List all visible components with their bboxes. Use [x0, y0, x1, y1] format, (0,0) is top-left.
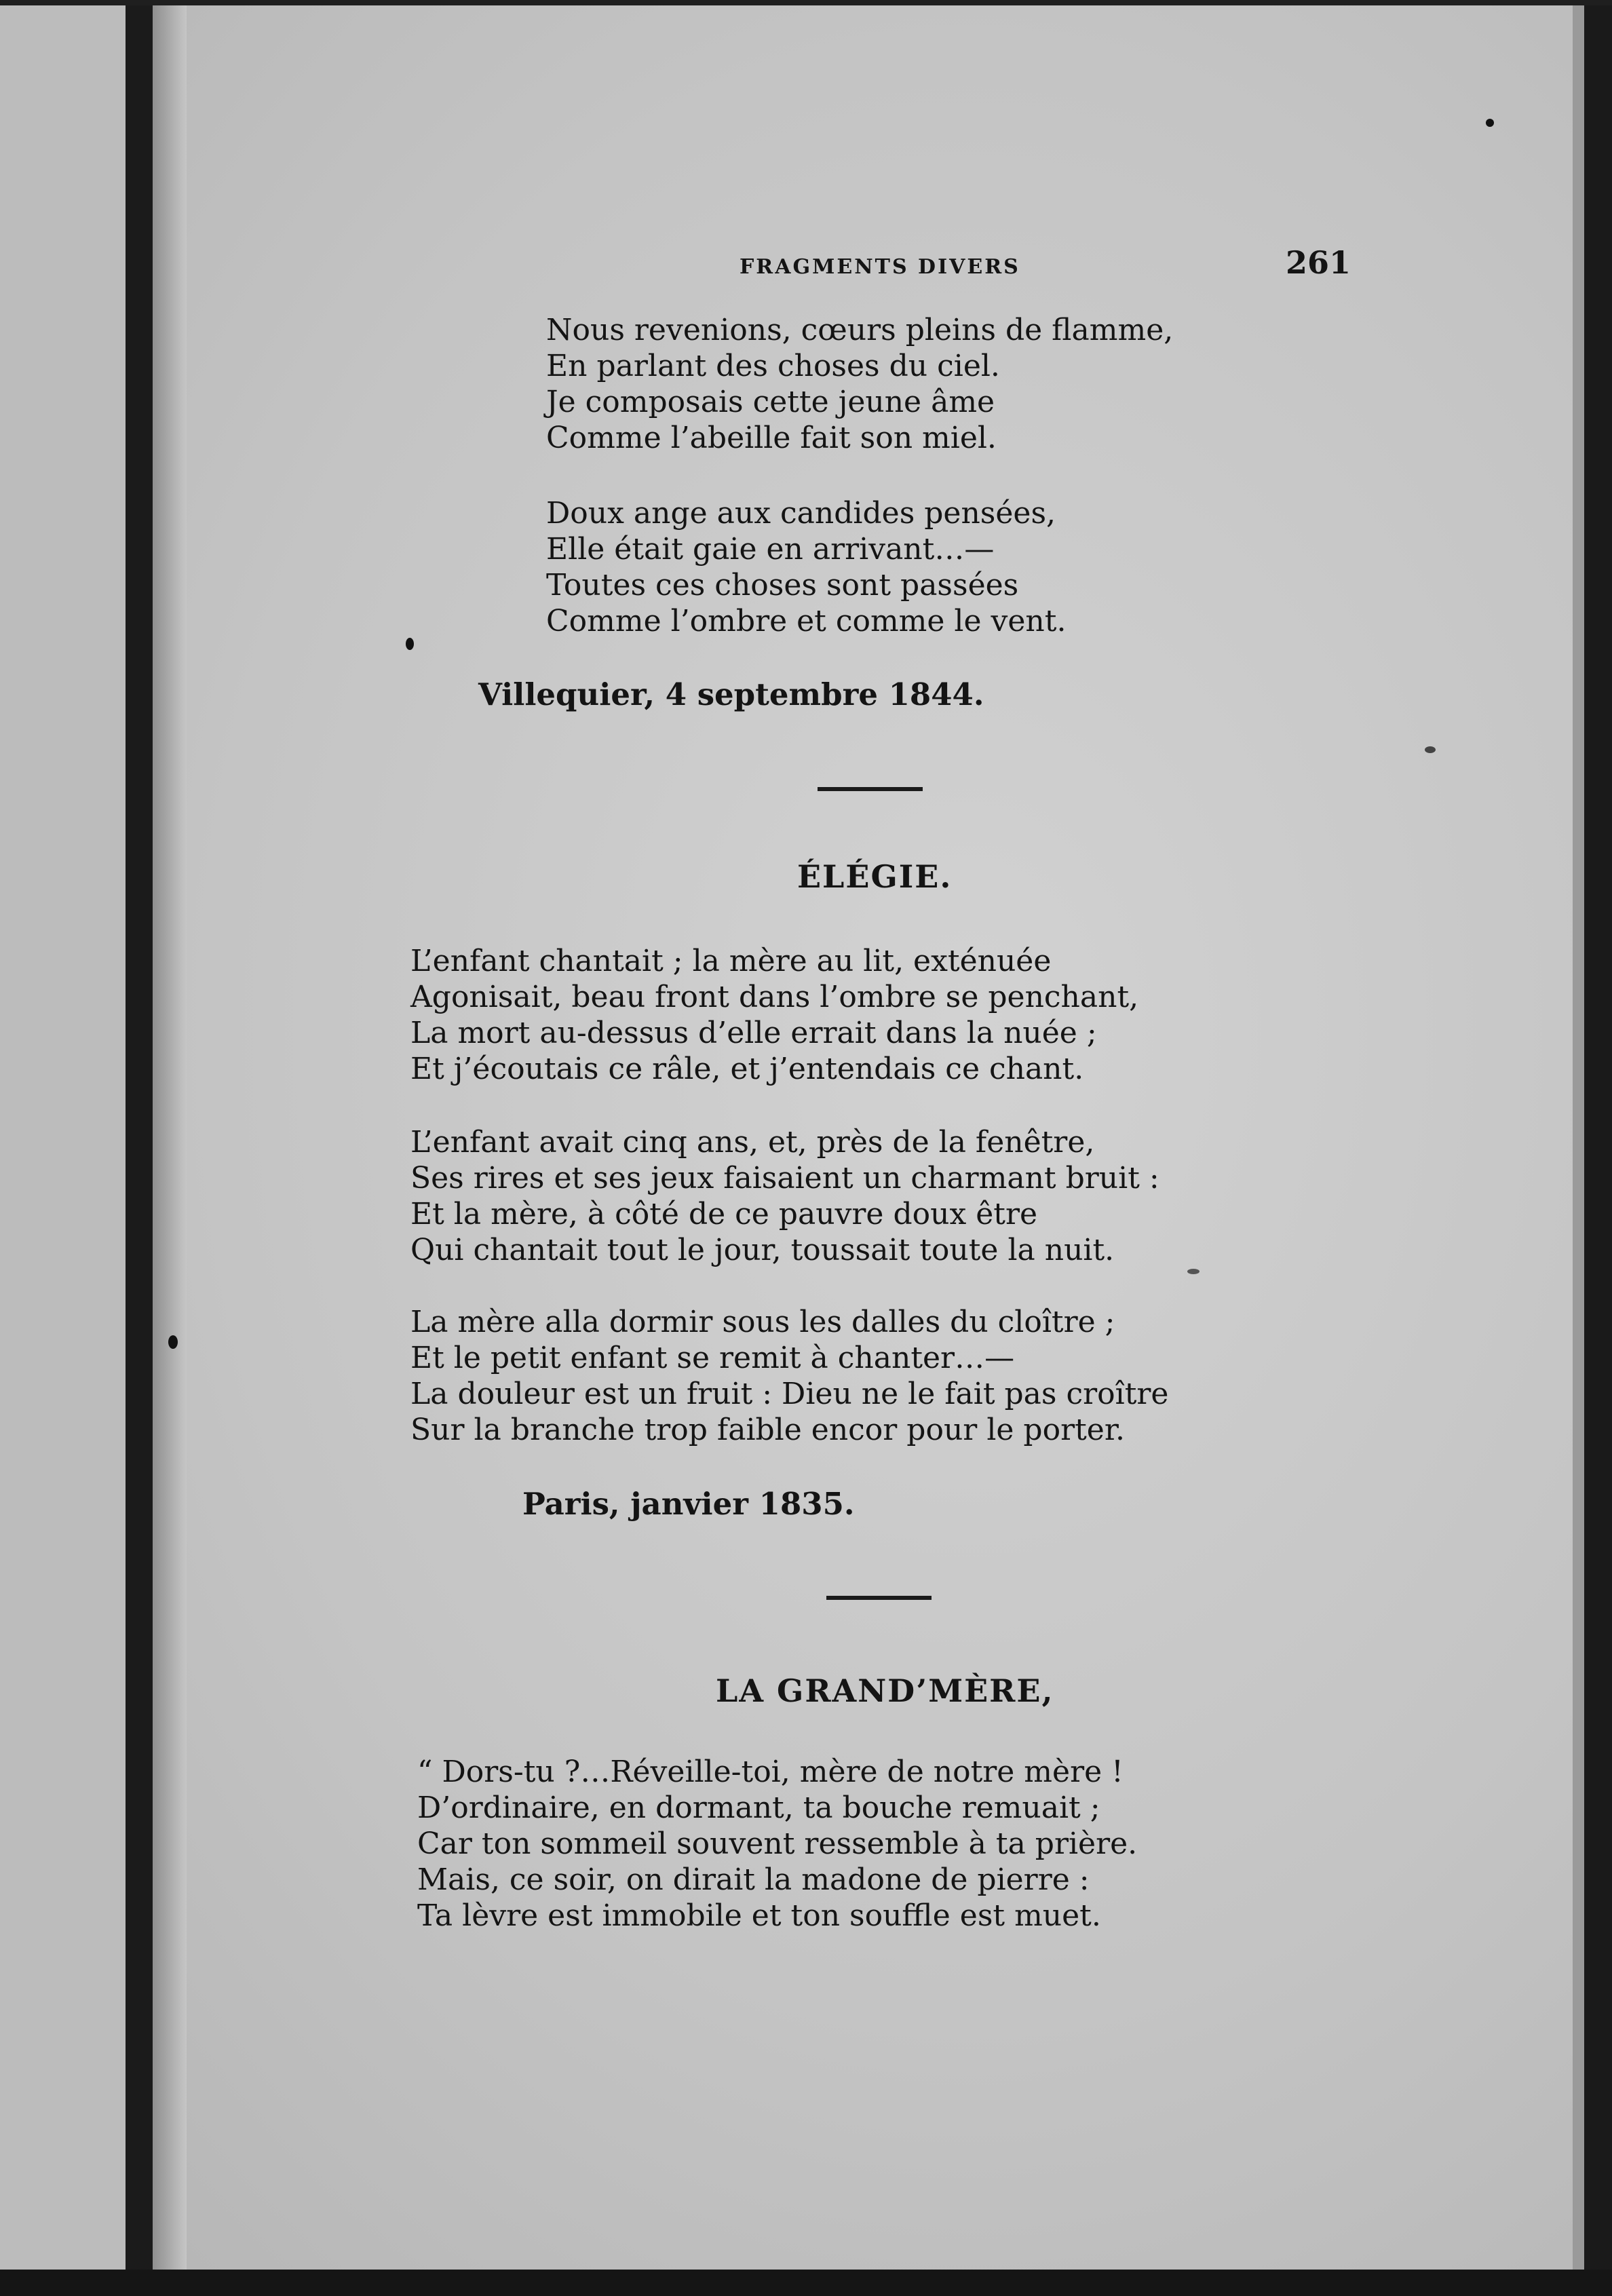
verse-line: En parlant des choses du ciel.	[546, 349, 1000, 383]
scan-speck	[1187, 1269, 1200, 1274]
binding-margin	[0, 0, 126, 2296]
verse-line: D’ordinaire, en dormant, ta bouche remuait ;	[417, 1791, 1100, 1825]
verse-line: Toutes ces choses sont passées	[546, 568, 1019, 602]
poem3-title: LA GRAND’MÈRE,	[716, 1672, 1054, 1709]
poem1-signature: Villequier, 4 septembre 1844.	[478, 676, 984, 712]
top-dark-edge	[0, 0, 1612, 5]
verse-line: Qui chantait tout le jour, toussait toute la nuit.	[410, 1233, 1115, 1267]
verse-line: Agonisait, beau front dans l’ombre se penchant,	[410, 980, 1139, 1014]
right-dark-edge	[1584, 0, 1612, 2296]
verse-line: Nous revenions, cœurs pleins de flamme,	[546, 313, 1174, 347]
binding-gradient	[153, 0, 187, 2296]
verse-line: L’enfant avait cinq ans, et, près de la fenêtre,	[410, 1125, 1095, 1160]
verse-line: “ Dors-tu ?…Réveille-toi, mère de notre mère !	[417, 1755, 1124, 1789]
binding-shadow	[126, 0, 153, 2296]
section-divider	[818, 787, 923, 791]
verse-line: Ses rires et ses jeux faisaient un charmant bruit :	[410, 1161, 1159, 1195]
section-divider	[826, 1596, 932, 1600]
verse-line: Elle était gaie en arrivant…—	[546, 532, 995, 567]
right-page-edge	[1573, 0, 1584, 2296]
poem1-stanza-2	[546, 495, 1066, 639]
verse-line: Et le petit enfant se remit à chanter…—	[410, 1341, 1015, 1375]
verse-line: Et j’écoutais ce râle, et j’entendais ce chant.	[410, 1052, 1084, 1086]
poem2-signature: Paris, janvier 1835.	[522, 1486, 855, 1522]
verse-line: Je composais cette jeune âme	[546, 385, 995, 419]
verse-line: Comme l’ombre et comme le vent.	[546, 604, 1067, 638]
verse-line: La mort au-dessus d’elle errait dans la nuée ;	[410, 1016, 1097, 1050]
poem1-stanza-1	[546, 312, 1173, 456]
verse-line: L’enfant chantait ; la mère au lit, exténuée	[410, 944, 1052, 978]
scan-speck	[168, 1335, 178, 1349]
verse-line: Comme l’abeille fait son miel.	[546, 421, 997, 455]
running-header: FRAGMENTS DIVERS	[740, 255, 1020, 279]
poem2-stanza-2	[410, 1124, 1159, 1268]
verse-line: Ta lèvre est immobile et ton souffle est muet.	[417, 1898, 1101, 1933]
poem2-stanza-1	[410, 943, 1138, 1087]
page-number: 261	[1286, 244, 1351, 281]
verse-line: La douleur est un fruit : Dieu ne le fait pas croître	[410, 1377, 1169, 1411]
verse-line: Sur la branche trop faible encor pour le porter.	[410, 1413, 1126, 1447]
scan-speck	[406, 638, 414, 650]
poem2-title: ÉLÉGIE.	[797, 858, 953, 895]
bottom-dark-edge	[0, 2270, 1612, 2296]
verse-line: Car ton sommeil souvent ressemble à ta prière.	[417, 1826, 1138, 1861]
poem2-stanza-3	[410, 1304, 1168, 1448]
scan-speck	[1425, 746, 1436, 753]
verse-line: Mais, ce soir, on dirait la madone de pierre :	[417, 1862, 1090, 1897]
verse-line: La mère alla dormir sous les dalles du cloître ;	[410, 1305, 1115, 1339]
scan-speck	[1486, 119, 1494, 127]
verse-line: Doux ange aux candides pensées,	[546, 496, 1056, 531]
poem3-stanza-1	[417, 1754, 1137, 1934]
verse-line: Et la mère, à côté de ce pauvre doux être	[410, 1197, 1038, 1231]
